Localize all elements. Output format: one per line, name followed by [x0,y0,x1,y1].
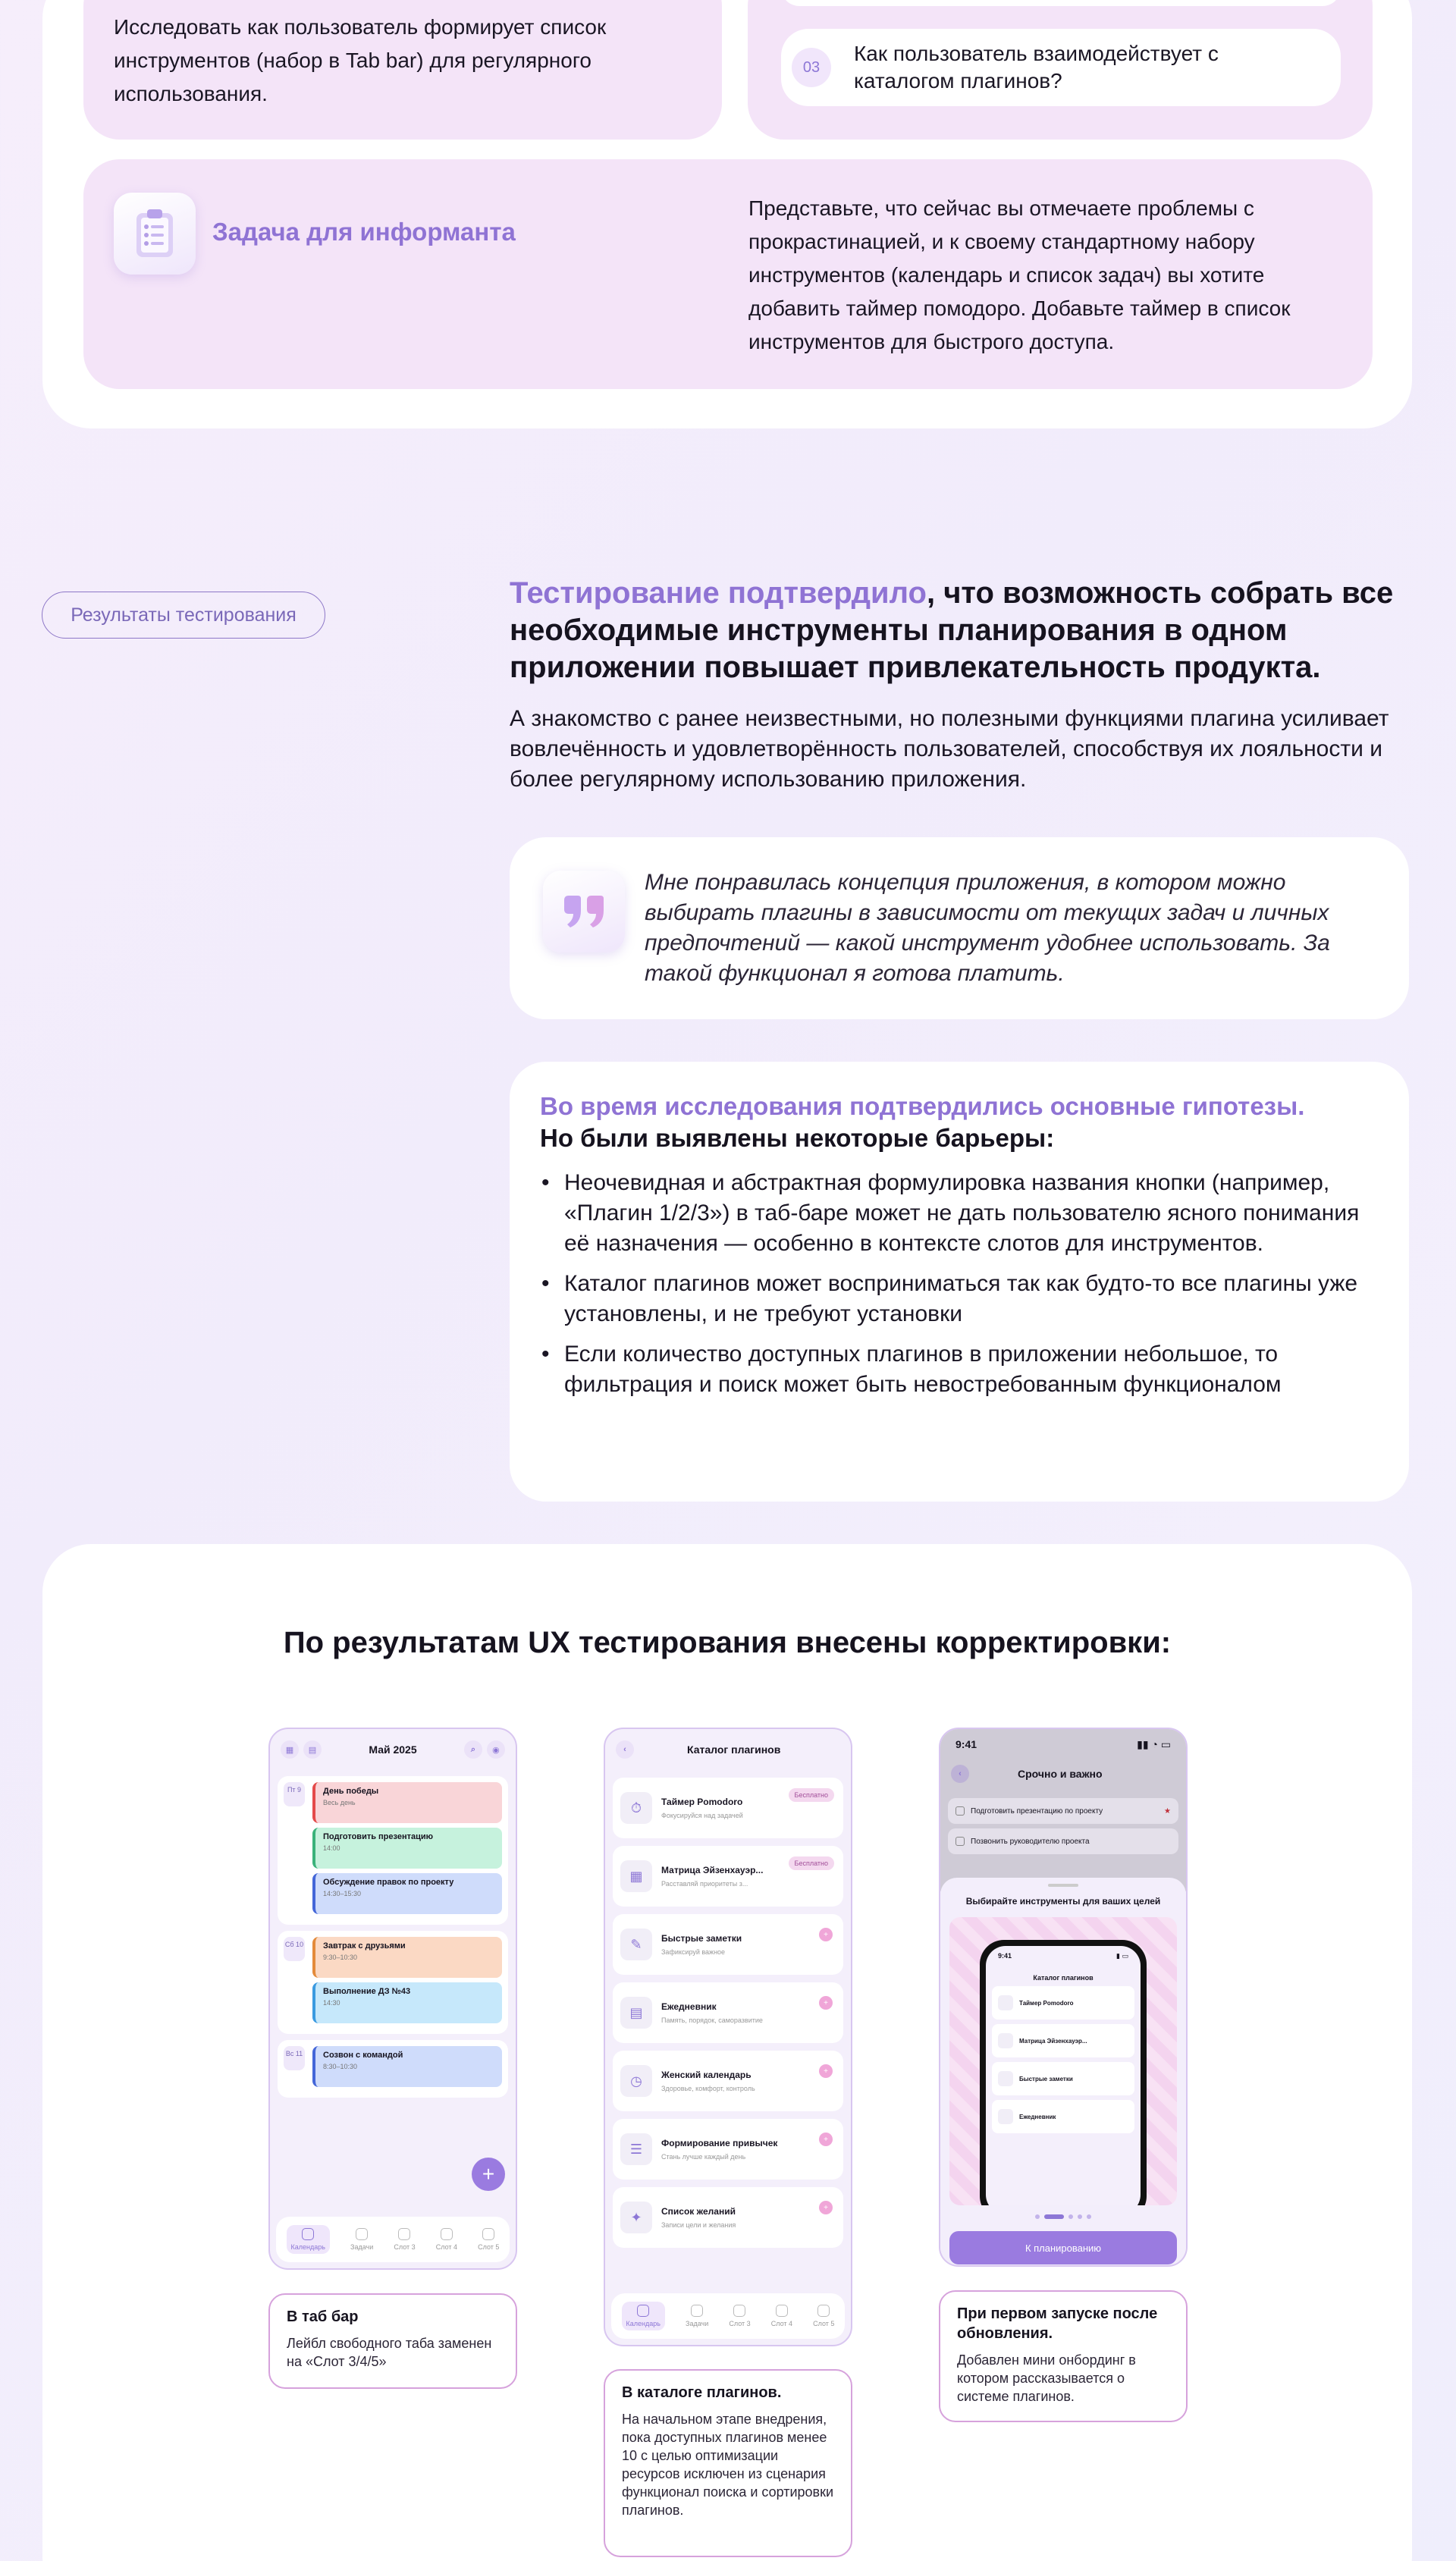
plugin-item[interactable] [613,1982,843,2043]
event-column [312,1782,502,1919]
event-title: Обсуждение правок по проекту [323,1878,454,1887]
price-badge: Бесплатно [789,1788,834,1802]
add-plugin-icon[interactable]: + [819,2133,833,2146]
day-card [278,1931,508,2034]
day-label: Сб 10 [284,1937,305,1961]
plugin-icon [998,2071,1013,2086]
add-plugin-icon[interactable]: + [819,1928,833,1941]
checkbox-icon[interactable] [956,1806,965,1816]
plugin-text [661,2070,755,2092]
plugin-icon: ◷ [620,2065,652,2097]
event-title: Созвон с командой [323,2051,403,2060]
plugin-title: Таймер Pomodoro [661,1797,743,1807]
plugin-icon: ▤ [620,1997,652,2029]
tab-bar [276,2217,510,2262]
tab-icon [733,2305,745,2317]
plugin-icon: ✎ [620,1929,652,1960]
results-lead: А знакомство с ранее неизвестными, но полезными функциями плагина усиливает вовлечённость и удовлетворённость пользователей, способствуя их лояльности и более регулярному использованию приложения. [510,706,1389,792]
plugin-subtitle: Расставляй приоритеты з... [661,1880,748,1888]
plugin-text [661,1797,743,1819]
event-time: 14:30 [323,1999,340,2007]
plugin-text [661,1933,742,1956]
plugin-subtitle: Записи цели и желания [661,2221,736,2229]
plugin-title: Список желаний [661,2206,736,2217]
hypotheses-title-rest: Но были выявлены некоторые барьеры: [540,1124,1055,1152]
corrections-title: По результатам UX тестирования внесены корректировки: [283,1626,1172,1659]
plugin-title: Ежедневник [661,2001,717,2012]
event-title: Завтрак с друзьями [323,1941,406,1951]
event-time: 14:30–15:30 [323,1890,362,1897]
plugin-item[interactable] [613,1778,843,1838]
plugin-subtitle: Стань лучше каждый день [661,2153,746,2161]
barrier-item: • Если количество доступных плагинов в приложении небольшое, то фильтрация и поиск может быть невостребованным функционалом [540,1339,1367,1400]
back-chevron-icon[interactable]: ‹ [951,1765,969,1783]
event-column [312,1937,502,2028]
page-dot[interactable] [1087,2214,1091,2219]
to-planning-button[interactable]: К планированию [949,2231,1177,2264]
plugin-icon [998,2109,1013,2124]
tab-item[interactable] [350,2228,373,2251]
plugin-text [661,2206,736,2229]
signal-battery-icon: ▮▮ ◔ ▭ [1137,1738,1171,1750]
tab-icon [776,2305,788,2317]
mockup-plugin-title: Быстрые заметки [1019,2075,1073,2082]
barrier-item: • Неочевидная и абстрактная формулировка названия кнопки (например, «Плагин 1/2/3») в таб-баре может не дать пользователю ясного понимания её назначения — особенно в контексте слотов для инструментов. [540,1168,1367,1259]
tab-label: Слот 3 [394,2243,416,2251]
plugin-item[interactable] [613,2187,843,2248]
add-plugin-icon[interactable]: + [819,2064,833,2078]
add-plugin-icon[interactable]: + [819,2201,833,2214]
onboarding-sheet [940,1878,1186,2265]
phone-calendar-screen [268,1728,517,2270]
tab-label: Задачи [350,2243,374,2251]
question-text: Как пользователь взаимодействует с каталогом плагинов? [854,42,1219,93]
plugin-title: Формирование привычек [661,2138,778,2148]
tab-label: Календарь [290,2243,325,2251]
results-heading-rest: , что возможность собрать все необходимые инструменты планирования в одном приложении повышает привлекательность продукта. [510,576,1394,684]
page-dot[interactable] [1035,2214,1040,2219]
event-title: Выполнение ДЗ №43 [323,1987,411,1996]
calendar-event[interactable] [312,1873,502,1914]
tab-label: Слот 4 [770,2320,793,2327]
tab-icon [637,2305,649,2317]
plugin-icon: ✦ [620,2202,652,2233]
plugin-item[interactable] [613,2119,843,2180]
calendar-header [270,1729,516,1770]
plugin-icon: ⏱ [620,1792,652,1824]
barriers-list [540,1168,1367,1410]
results-tag: Результаты тестирования [42,592,325,639]
calendar-event[interactable] [312,1982,502,2023]
page-dot[interactable] [1078,2214,1082,2219]
day-label: Вс 11 [284,2046,305,2070]
plugin-icon: ▦ [620,1860,652,1892]
search-icon[interactable]: ⌕ [464,1740,482,1759]
task-text: Представьте, что сейчас вы отмечаете проблемы с прокрастинацией, и к своему стандартному набору инструментов (календарь и список задач) вы хотите добавить таймер помодоро. Добавьте таймер в список инструментов для быстрого доступа. [748,196,1291,353]
grid-view-icon[interactable]: ▤ [303,1740,322,1759]
tab-item[interactable] [436,2228,457,2251]
task-list-title: Срочно и важно [1018,1768,1103,1780]
tab-label: Слот 4 [435,2243,458,2251]
mockup-plugin-list [986,1986,1141,2133]
star-icon: ★ [1164,1806,1171,1816]
tab-item[interactable] [394,2228,415,2251]
task-row[interactable] [948,1798,1178,1824]
event-title: День победы [323,1787,379,1796]
catalog-title: Каталог плагинов [687,1743,781,1756]
event-title: Подготовить презентацию [323,1832,434,1841]
signal-battery-icon: ▮ ▭ [1116,1952,1128,1960]
plugin-item[interactable] [613,2051,843,2111]
question-number: 03 [792,48,831,87]
plugin-icon [998,2033,1013,2048]
tab-item[interactable] [813,2305,834,2327]
profile-icon[interactable]: ◉ [487,1740,505,1759]
page-dot-active[interactable] [1044,2214,1064,2219]
plugin-text [661,1865,763,1888]
mockup-title: Каталог плагинов [1033,1974,1094,1982]
caption-title: В каталоге плагинов. [622,2384,782,2401]
question-pill [781,29,1341,106]
plugin-icon [998,1995,1013,2010]
page-dot[interactable] [1068,2214,1073,2219]
status-time: 9:41 [956,1738,977,1750]
tab-icon [441,2228,453,2240]
mockup-plugin-title: Матрица Эйзенхауэр... [1019,2037,1087,2045]
tab-icon [817,2305,830,2317]
tab-label: Задачи [686,2320,709,2327]
tab-icon [398,2228,410,2240]
catalog-header [605,1729,851,1770]
add-plugin-icon[interactable]: + [819,1996,833,2010]
event-time: 9:30–10:30 [323,1954,358,1961]
event-time: 14:00 [323,1844,340,1852]
task-row-text: Позвонить руководителю проекта [971,1837,1090,1846]
checkbox-icon[interactable] [956,1837,965,1846]
tab-icon [302,2228,314,2240]
event-time: 8:30–10:30 [323,2063,358,2070]
caption-catalog [604,2369,852,2557]
plugin-item[interactable] [613,1914,843,1975]
plugin-subtitle: Фокусируйся над задачей [661,1812,743,1819]
caption-onboarding [939,2290,1188,2422]
event-column [312,2046,502,2092]
mockup-phone [980,1940,1147,2205]
plugin-subtitle: Зафиксируй важное [661,1948,726,1956]
user-quote: Мне понравилась концепция приложения, в котором можно выбирать плагины в зависимости от текущих задач и личных предпочтений — какой инструмент удобнее использовать. За такой функционал я готова платить. [645,870,1330,986]
quote-icon [543,871,625,953]
barrier-item: • Каталог плагинов может восприниматься так как будто-то все плагины уже установлены, и не требуют установки [540,1269,1367,1329]
caption-text: Лейбл свободного таба заменен на «Слот 3/4/5» [287,2336,492,2369]
calendar-view-icon[interactable]: ▦ [281,1740,299,1759]
mockup-plugin-title: Ежедневник [1019,2113,1056,2120]
price-badge: Бесплатно [789,1856,834,1870]
sheet-title: Выбирайте инструменты для ваших целей [965,1896,1161,1907]
add-button[interactable]: + [472,2158,505,2191]
tab-label: Слот 3 [729,2320,751,2327]
onboarding-illustration [949,1917,1177,2205]
pagination-dots [940,2214,1186,2219]
tab-icon [482,2228,494,2240]
mockup-plugin-title: Таймер Pomodoro [1019,1999,1074,2007]
plugin-list [605,1778,851,2248]
tab-icon [356,2228,368,2240]
tab-item[interactable] [622,2302,665,2330]
caption-text: Добавлен мини онбординг в котором рассказывается о системе плагинов. [957,2352,1136,2404]
plugin-title: Женский календарь [661,2070,752,2080]
results-heading [510,575,1412,686]
plugin-title: Матрица Эйзенхауэр... [661,1865,764,1875]
event-time: Весь день [323,1799,356,1806]
phone-onboarding-screen [939,1728,1188,2267]
calendar-month: Май 2025 [369,1743,417,1756]
question-pill-previous [781,0,1341,6]
plugin-item[interactable] [613,1846,843,1907]
day-label: Пт 9 [284,1782,305,1806]
results-heading-accent: Тестирование подтвердило [510,576,927,610]
mockup-plugin-item [992,2062,1134,2095]
mockup-screen [986,1946,1141,2205]
back-chevron-icon[interactable]: ‹ [616,1740,634,1759]
task-title: Задача для информанта [212,218,516,246]
plugin-text [661,2001,763,2024]
mockup-plugin-item [992,1986,1134,2020]
clipboard-icon [114,193,196,275]
calendar-days [270,1776,516,2098]
tab-label: Слот 5 [813,2320,835,2327]
dimmed-background [940,1729,1186,1891]
tab-item[interactable] [478,2228,499,2251]
calendar-event[interactable] [312,1828,502,1869]
tab-item[interactable] [771,2305,792,2327]
day-card [278,1776,508,1925]
hypotheses-title-accent: Во время исследования подтвердились основные гипотезы. [540,1092,1305,1120]
sheet-handle[interactable] [1048,1884,1078,1887]
status-bar [940,1729,1186,1760]
plugin-title: Быстрые заметки [661,1933,742,1944]
task-row[interactable] [948,1828,1178,1854]
tab-item[interactable] [729,2305,750,2327]
calendar-event[interactable] [312,2046,502,2087]
plugin-icon: ☰ [620,2133,652,2165]
tab-item[interactable] [686,2305,708,2327]
day-card [278,2040,508,2098]
tab-bar [611,2293,845,2339]
caption-text: На начальном этапе внедрения, пока доступных плагинов менее 10 с целью оптимизации ресурсов исключен из сценария функционал поиска и сортировки плагинов. [622,2412,834,2518]
calendar-event[interactable] [312,1937,502,1978]
task-list-header [940,1760,1186,1787]
goal-text: Исследовать как пользователь формирует список инструментов (набор в Tab bar) для регулярного использования. [114,15,607,105]
caption-title: В таб бар [287,2308,359,2325]
calendar-event[interactable] [312,1782,502,1823]
tab-label: Слот 5 [478,2243,500,2251]
plugin-subtitle: Память, порядок, саморазвитие [661,2016,763,2024]
mockup-time: 9:41 [998,1952,1012,1960]
tab-item[interactable] [287,2225,330,2254]
mockup-status [986,1946,1141,1966]
mockup-plugin-item [992,2024,1134,2057]
caption-title: При первом запуске после обновления. [957,2305,1158,2342]
mockup-plugin-item [992,2100,1134,2133]
phone-catalog-screen [604,1728,852,2346]
plugin-subtitle: Здоровье, комфорт, контроль [661,2085,755,2092]
caption-tabbar [268,2293,517,2389]
tab-label: Календарь [626,2320,661,2327]
hypotheses-title [540,1091,1389,1154]
plugin-text [661,2138,777,2161]
task-row-text: Подготовить презентацию по проекту [971,1806,1103,1816]
tab-icon [691,2305,703,2317]
